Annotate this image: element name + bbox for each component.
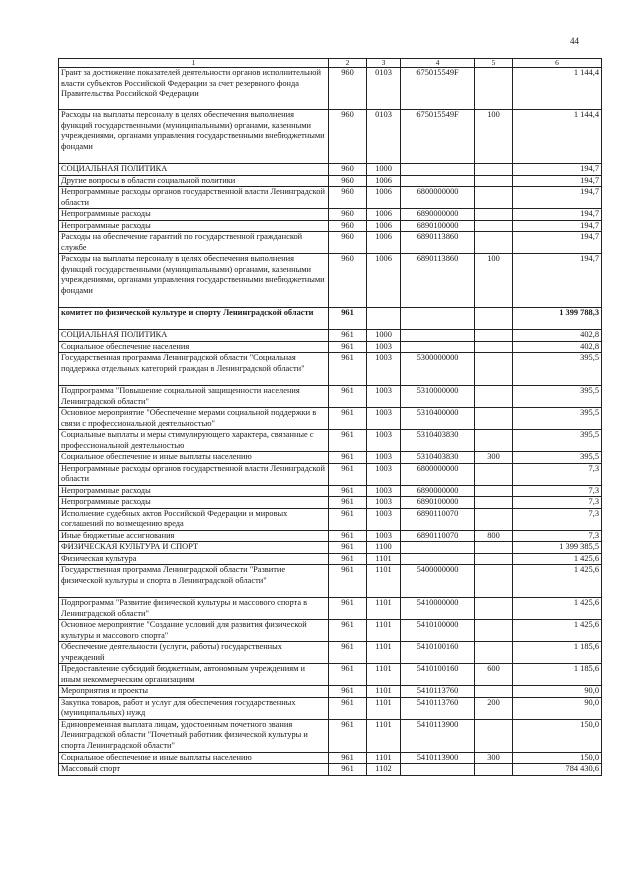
- cell-expense-type: [475, 764, 513, 776]
- cell-amount: 1 425,6: [513, 620, 602, 642]
- cell-name: СОЦИАЛЬНАЯ ПОЛИТИКА: [59, 164, 329, 176]
- header-col-3: 3: [367, 59, 401, 68]
- cell-grbs: 961: [329, 565, 367, 598]
- cell-grbs: 960: [329, 254, 367, 308]
- cell-amount: 1 144,4: [513, 68, 602, 110]
- table-row: [59, 232, 602, 254]
- cell-target-article: 5410100160: [401, 642, 475, 664]
- table-row: [59, 220, 602, 232]
- cell-expense-type: [475, 565, 513, 598]
- cell-amount: 7,3: [513, 497, 602, 509]
- cell-grbs: 961: [329, 452, 367, 464]
- cell-grbs: 961: [329, 530, 367, 542]
- cell-amount: 1 425,6: [513, 565, 602, 598]
- cell-name: СОЦИАЛЬНАЯ ПОЛИТИКА: [59, 330, 329, 342]
- cell-grbs: 961: [329, 542, 367, 554]
- table-row: [59, 697, 602, 719]
- cell-expense-type: 100: [475, 254, 513, 308]
- cell-name: Обеспечение деятельности (услуги, работы) государственных учреждений: [59, 642, 329, 664]
- cell-grbs: 961: [329, 642, 367, 664]
- cell-section: 1003: [367, 485, 401, 497]
- cell-section: 1101: [367, 686, 401, 698]
- cell-expense-type: [475, 341, 513, 353]
- cell-section: 1101: [367, 664, 401, 686]
- cell-grbs: 961: [329, 719, 367, 752]
- cell-amount: 784 430,6: [513, 764, 602, 776]
- cell-target-article: 6890113860: [401, 232, 475, 254]
- header-col-5: 5: [475, 59, 513, 68]
- cell-section: 1003: [367, 386, 401, 408]
- cell-amount: 402,8: [513, 330, 602, 342]
- table-row: [59, 452, 602, 464]
- cell-name: Грант за достижение показателей деятельности органов исполнительной власти субъектов Российской Федерации за счет резервного фонда Правительства Российской Федерации: [59, 68, 329, 110]
- cell-amount: 1 144,4: [513, 110, 602, 164]
- cell-grbs: 961: [329, 764, 367, 776]
- cell-grbs: 961: [329, 497, 367, 509]
- cell-section: 1006: [367, 220, 401, 232]
- table-body: [59, 68, 602, 776]
- cell-name: Социальное обеспечение населения: [59, 341, 329, 353]
- table-row: [59, 598, 602, 620]
- cell-grbs: 961: [329, 386, 367, 408]
- cell-target-article: 5410113760: [401, 686, 475, 698]
- cell-grbs: 960: [329, 110, 367, 164]
- cell-grbs: 960: [329, 232, 367, 254]
- table-row: [59, 187, 602, 209]
- cell-target-article: [401, 553, 475, 565]
- cell-name: Подпрограмма "Развитие физической культуры и массового спорта в Ленинградской области": [59, 598, 329, 620]
- budget-table: [58, 58, 602, 776]
- cell-target-article: [401, 341, 475, 353]
- table-row: [59, 485, 602, 497]
- cell-expense-type: [475, 68, 513, 110]
- cell-grbs: 961: [329, 430, 367, 452]
- cell-amount: 150,0: [513, 752, 602, 764]
- cell-name: Расходы на выплаты персоналу в целях обеспечения выполнения функций государственными (муниципальными) органами, казенными учреждениями, органами управления государственными внебюджетными фондами: [59, 254, 329, 308]
- cell-name: Предоставление субсидий бюджетным, автономным учреждениям и иным некоммерческим организациям: [59, 664, 329, 686]
- table-row: [59, 565, 602, 598]
- table-row: [59, 254, 602, 308]
- cell-expense-type: [475, 485, 513, 497]
- table-row: [59, 620, 602, 642]
- cell-section: 1003: [367, 408, 401, 430]
- cell-grbs: 961: [329, 752, 367, 764]
- cell-target-article: 6890000000: [401, 209, 475, 221]
- cell-amount: 395,5: [513, 353, 602, 386]
- cell-expense-type: [475, 209, 513, 221]
- cell-name: Непрограммные расходы: [59, 220, 329, 232]
- cell-amount: 7,3: [513, 508, 602, 530]
- cell-name: Основное мероприятие "Обеспечение мерами социальной поддержки в связи с профессиональной деятельностью": [59, 408, 329, 430]
- cell-grbs: 961: [329, 508, 367, 530]
- cell-expense-type: [475, 642, 513, 664]
- table-row: [59, 386, 602, 408]
- cell-expense-type: 200: [475, 697, 513, 719]
- cell-grbs: 960: [329, 187, 367, 209]
- cell-amount: 90,0: [513, 697, 602, 719]
- cell-target-article: 6800000000: [401, 187, 475, 209]
- table-row: [59, 308, 602, 330]
- cell-amount: 402,8: [513, 341, 602, 353]
- cell-expense-type: [475, 164, 513, 176]
- cell-section: 1006: [367, 254, 401, 308]
- cell-name: Массовый спорт: [59, 764, 329, 776]
- cell-name: Единовременная выплата лицам, удостоенным почетного звания Ленинградской области "Почетный работник физической культуры и спорта Ленинградской области": [59, 719, 329, 752]
- cell-section: 1101: [367, 565, 401, 598]
- table-row: [59, 463, 602, 485]
- table-row: [59, 175, 602, 187]
- cell-section: 1006: [367, 209, 401, 221]
- table-row: [59, 341, 602, 353]
- table-row: [59, 353, 602, 386]
- cell-target-article: [401, 542, 475, 554]
- cell-expense-type: [475, 175, 513, 187]
- cell-section: 1101: [367, 719, 401, 752]
- cell-expense-type: [475, 220, 513, 232]
- cell-grbs: 961: [329, 553, 367, 565]
- header-col-1: 1: [59, 59, 329, 68]
- cell-grbs: 961: [329, 598, 367, 620]
- cell-section: 0103: [367, 110, 401, 164]
- cell-section: 1101: [367, 697, 401, 719]
- cell-expense-type: 100: [475, 110, 513, 164]
- cell-section: 1101: [367, 620, 401, 642]
- cell-target-article: 5310403830: [401, 452, 475, 464]
- cell-amount: 194,7: [513, 232, 602, 254]
- cell-expense-type: 300: [475, 752, 513, 764]
- cell-target-article: 5410100000: [401, 620, 475, 642]
- cell-grbs: 961: [329, 686, 367, 698]
- cell-name: Непрограммные расходы органов государственной власти Ленинградской области: [59, 187, 329, 209]
- cell-grbs: 961: [329, 408, 367, 430]
- cell-section: 1000: [367, 330, 401, 342]
- cell-expense-type: 800: [475, 530, 513, 542]
- cell-amount: 1 399 788,3: [513, 308, 602, 330]
- cell-section: 1101: [367, 752, 401, 764]
- cell-amount: 1 425,6: [513, 598, 602, 620]
- cell-name: Непрограммные расходы: [59, 497, 329, 509]
- cell-amount: 194,7: [513, 220, 602, 232]
- cell-expense-type: [475, 598, 513, 620]
- cell-name: Государственная программа Ленинградской области "Развитие физической культуры и спорта в Ленинградской области": [59, 565, 329, 598]
- cell-section: 1000: [367, 164, 401, 176]
- cell-target-article: 6890100000: [401, 497, 475, 509]
- header-col-2: 2: [329, 59, 367, 68]
- cell-section: 1003: [367, 341, 401, 353]
- cell-name: Подпрограмма "Повышение социальной защищенности населения Ленинградской области": [59, 386, 329, 408]
- cell-name: Социальное обеспечение и иные выплаты населению: [59, 752, 329, 764]
- cell-grbs: 961: [329, 330, 367, 342]
- cell-amount: 395,5: [513, 408, 602, 430]
- cell-target-article: 6890110070: [401, 508, 475, 530]
- table-row: [59, 686, 602, 698]
- cell-target-article: [401, 175, 475, 187]
- cell-name: Физическая культура: [59, 553, 329, 565]
- cell-expense-type: [475, 553, 513, 565]
- cell-grbs: 960: [329, 209, 367, 221]
- cell-grbs: 960: [329, 68, 367, 110]
- cell-amount: 150,0: [513, 719, 602, 752]
- table-row: [59, 508, 602, 530]
- cell-section: 1006: [367, 187, 401, 209]
- table-row: [59, 330, 602, 342]
- cell-expense-type: [475, 620, 513, 642]
- cell-target-article: 5400000000: [401, 565, 475, 598]
- cell-target-article: 675015549F: [401, 110, 475, 164]
- cell-expense-type: [475, 719, 513, 752]
- cell-section: 1101: [367, 553, 401, 565]
- cell-expense-type: [475, 463, 513, 485]
- cell-target-article: 6800000000: [401, 463, 475, 485]
- cell-amount: 194,7: [513, 187, 602, 209]
- cell-section: 1003: [367, 430, 401, 452]
- cell-grbs: 961: [329, 697, 367, 719]
- cell-name: Непрограммные расходы: [59, 209, 329, 221]
- cell-expense-type: [475, 308, 513, 330]
- table-row: [59, 752, 602, 764]
- cell-section: 1101: [367, 598, 401, 620]
- cell-expense-type: [475, 508, 513, 530]
- cell-name: Мероприятия и проекты: [59, 686, 329, 698]
- header-row: [59, 59, 602, 68]
- cell-amount: 194,7: [513, 164, 602, 176]
- cell-expense-type: [475, 353, 513, 386]
- cell-name: Социальное обеспечение и иные выплаты населению: [59, 452, 329, 464]
- cell-expense-type: [475, 408, 513, 430]
- cell-target-article: [401, 764, 475, 776]
- cell-section: 1003: [367, 530, 401, 542]
- cell-target-article: 5410113900: [401, 752, 475, 764]
- cell-target-article: 5410100160: [401, 664, 475, 686]
- cell-target-article: 5300000000: [401, 353, 475, 386]
- cell-section: 0103: [367, 68, 401, 110]
- table-row: [59, 497, 602, 509]
- header-col-6: 6: [513, 59, 602, 68]
- cell-expense-type: [475, 497, 513, 509]
- cell-amount: 1 185,6: [513, 642, 602, 664]
- cell-name: Расходы на выплаты персоналу в целях обеспечения выполнения функций государственными (муниципальными) органами, казенными учреждениями, органами управления государственными внебюджетными фондами: [59, 110, 329, 164]
- cell-grbs: 960: [329, 164, 367, 176]
- cell-section: 1003: [367, 497, 401, 509]
- cell-section: 1101: [367, 642, 401, 664]
- cell-section: 1003: [367, 508, 401, 530]
- cell-amount: 395,5: [513, 430, 602, 452]
- cell-target-article: 5310403830: [401, 430, 475, 452]
- cell-name: Другие вопросы в области социальной политики: [59, 175, 329, 187]
- cell-target-article: 5410000000: [401, 598, 475, 620]
- cell-name: Иные бюджетные ассигнования: [59, 530, 329, 542]
- cell-target-article: 6890110070: [401, 530, 475, 542]
- table-row: [59, 530, 602, 542]
- cell-expense-type: [475, 330, 513, 342]
- cell-name: Непрограммные расходы: [59, 485, 329, 497]
- cell-expense-type: 600: [475, 664, 513, 686]
- cell-amount: 395,5: [513, 452, 602, 464]
- table-row: [59, 542, 602, 554]
- cell-amount: 7,3: [513, 485, 602, 497]
- table-row: [59, 430, 602, 452]
- cell-grbs: 961: [329, 485, 367, 497]
- table-row: [59, 408, 602, 430]
- cell-section: 1102: [367, 764, 401, 776]
- cell-expense-type: [475, 232, 513, 254]
- cell-name: Непрограммные расходы органов государственной власти Ленинградской области: [59, 463, 329, 485]
- cell-amount: 395,5: [513, 386, 602, 408]
- cell-amount: 7,3: [513, 530, 602, 542]
- cell-section: 1006: [367, 175, 401, 187]
- cell-amount: 90,0: [513, 686, 602, 698]
- cell-target-article: 5310000000: [401, 386, 475, 408]
- table-row: [59, 719, 602, 752]
- cell-grbs: 961: [329, 664, 367, 686]
- cell-grbs: 960: [329, 175, 367, 187]
- cell-expense-type: [475, 386, 513, 408]
- table-row: [59, 110, 602, 164]
- cell-grbs: 961: [329, 353, 367, 386]
- table-header: [59, 59, 602, 68]
- table-row: [59, 664, 602, 686]
- cell-target-article: [401, 308, 475, 330]
- cell-name: комитет по физической культуре и спорту Ленинградской области: [59, 308, 329, 330]
- cell-grbs: 961: [329, 308, 367, 330]
- cell-target-article: 5310400000: [401, 408, 475, 430]
- cell-target-article: 5410113760: [401, 697, 475, 719]
- cell-target-article: [401, 164, 475, 176]
- cell-target-article: 5410113900: [401, 719, 475, 752]
- cell-target-article: [401, 330, 475, 342]
- table-row: [59, 764, 602, 776]
- table-row: [59, 209, 602, 221]
- cell-name: Государственная программа Ленинградской области "Социальная поддержка отдельных категорий граждан в Ленинградской области": [59, 353, 329, 386]
- cell-amount: 1 425,6: [513, 553, 602, 565]
- cell-section: [367, 308, 401, 330]
- cell-name: Исполнение судебных актов Российской Федерации и мировых соглашений по возмещению вреда: [59, 508, 329, 530]
- cell-amount: 194,7: [513, 209, 602, 221]
- cell-grbs: 961: [329, 620, 367, 642]
- table-row: [59, 68, 602, 110]
- cell-grbs: 961: [329, 341, 367, 353]
- table-row: [59, 642, 602, 664]
- cell-target-article: 6890113860: [401, 254, 475, 308]
- cell-target-article: 6890000000: [401, 485, 475, 497]
- cell-section: 1100: [367, 542, 401, 554]
- cell-expense-type: [475, 430, 513, 452]
- cell-name: Расходы на обеспечение гарантий по государственной гражданской службе: [59, 232, 329, 254]
- table-row: [59, 553, 602, 565]
- cell-expense-type: [475, 686, 513, 698]
- page-number: 44: [570, 36, 579, 46]
- header-col-4: 4: [401, 59, 475, 68]
- cell-expense-type: [475, 187, 513, 209]
- cell-name: Основное мероприятие "Создание условий для развития физической культуры и массового спорта": [59, 620, 329, 642]
- cell-amount: 194,7: [513, 175, 602, 187]
- table-row: [59, 164, 602, 176]
- cell-name: ФИЗИЧЕСКАЯ КУЛЬТУРА И СПОРТ: [59, 542, 329, 554]
- cell-grbs: 960: [329, 220, 367, 232]
- cell-section: 1003: [367, 463, 401, 485]
- cell-amount: 194,7: [513, 254, 602, 308]
- cell-section: 1006: [367, 232, 401, 254]
- cell-name: Социальные выплаты и меры стимулирующего характера, связанные с профессиональной деятельностью: [59, 430, 329, 452]
- cell-section: 1003: [367, 353, 401, 386]
- cell-name: Закупка товаров, работ и услуг для обеспечения государственных (муниципальных) нужд: [59, 697, 329, 719]
- cell-target-article: 675015549F: [401, 68, 475, 110]
- cell-section: 1003: [367, 452, 401, 464]
- cell-target-article: 6890100000: [401, 220, 475, 232]
- cell-amount: 1 399 385,5: [513, 542, 602, 554]
- cell-grbs: 961: [329, 463, 367, 485]
- cell-amount: 7,3: [513, 463, 602, 485]
- cell-expense-type: 300: [475, 452, 513, 464]
- cell-expense-type: [475, 542, 513, 554]
- cell-amount: 1 185,6: [513, 664, 602, 686]
